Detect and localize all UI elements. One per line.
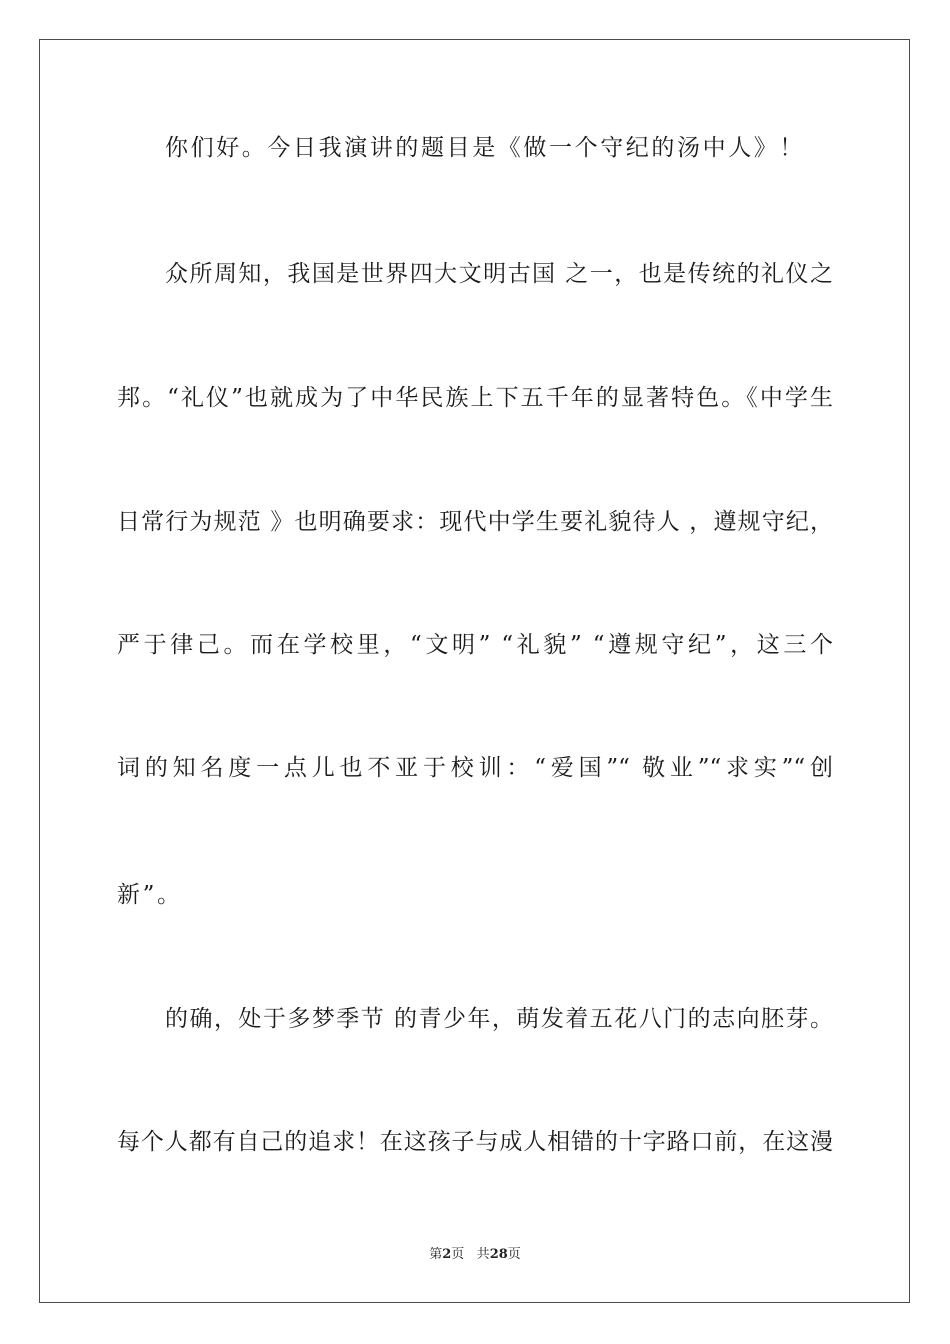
paragraph-line-2: 众所周知，我国是世界四大文明古国 之一，也是传统的礼仪之 [165, 261, 833, 287]
footer-page-prefix: 第 [429, 1247, 443, 1262]
footer-total-suffix: 页 [507, 1247, 521, 1262]
paragraph-line-4: 日常行为规范 》也明确要求：现代中学生要礼貌待人 ，遵规守纪， [117, 509, 833, 535]
paragraph-line-1: 你们好。今日我演讲的题目是《做一个守纪的汤中人》！ [165, 135, 805, 161]
footer-page-number: 2 [442, 1247, 452, 1262]
paragraph-line-3: 邦。“礼仪”也就成为了中华民族上下五千年的显著特色。《中学生 [117, 385, 833, 411]
footer-total-pages: 28 [489, 1247, 508, 1262]
paragraph-line-8: 的确，处于多梦季节 的青少年，萌发着五花八门的志向胚芽。 [165, 1006, 833, 1032]
paragraph-line-6: 词的知名度一点儿也不亚于校训：“爱国”“ 敬业”“求实”“创 [117, 755, 833, 781]
page-footer [0, 1246, 950, 1264]
paragraph-line-9: 每个人都有自己的追求！在这孩子与成人相错的十字路口前，在这漫 [117, 1129, 833, 1155]
footer-total-prefix: 共 [476, 1247, 490, 1262]
paragraph-line-7: 新”。 [117, 882, 183, 908]
page-border [39, 39, 910, 1303]
paragraph-line-5: 严于律己。而在学校里，“文明” “礼貌” “遵规守纪”，这三个 [117, 632, 833, 658]
footer-page-suffix: 页 [451, 1247, 465, 1262]
